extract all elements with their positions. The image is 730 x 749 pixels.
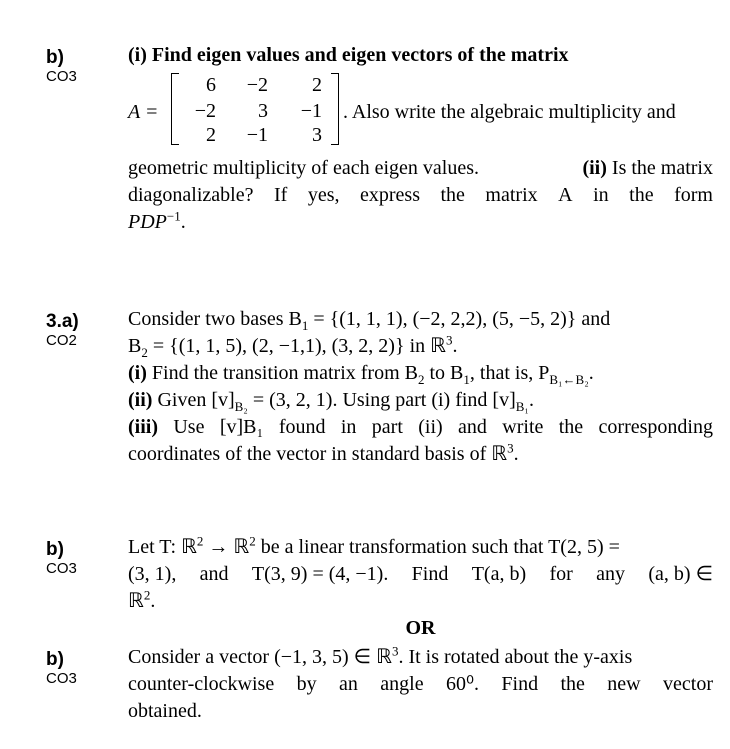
question-number: b) [46,649,64,670]
question-line [128,387,713,414]
word: diagonalizable? [128,184,254,206]
text-span: . [452,335,458,357]
question-label-b1 [46,48,77,86]
word: [v]B₁ [219,416,264,438]
word: Find [501,673,539,695]
text-span: . [528,389,534,411]
text-span: . [180,211,186,233]
word: any [596,563,626,585]
question-line [128,209,713,236]
word: form [674,184,713,206]
question-number: 3.a) [46,311,79,332]
matrix-cell: 6 [206,74,216,96]
superscript: 2 [249,533,256,549]
word: write [502,416,544,438]
matrix-cell: −1 [300,100,322,122]
matrix-cell: 3 [258,100,268,122]
word: corresponding [598,416,713,438]
subscript: B₁ [515,399,529,414]
word: counter-clockwise [128,673,275,695]
text-span: . [150,590,156,612]
text-span: to B [424,362,464,384]
word: T(3, 9) = (4, −1). [251,563,389,585]
text-span: , that is, P [469,362,550,384]
subscript: 1 [301,318,309,333]
question-line [128,441,713,468]
matrix-cell: 2 [312,74,322,96]
text-span: = {(1, 1, 5), (2, −1,1), (3, 2, 2)} in ℝ [147,335,446,357]
word: and [199,563,229,585]
word: the [560,673,585,695]
word: If [274,184,288,206]
word: by [296,673,317,695]
subscript: 2 [141,345,148,360]
text-span: Is the matrix [611,157,713,179]
word: part [371,416,403,438]
question-b1-text [128,42,713,236]
superscript: 3 [391,643,399,659]
word: in [340,416,357,438]
word: Use [173,416,205,438]
justified-line [128,182,713,209]
superscript: 2 [143,587,151,603]
matrix-right-bracket [331,73,339,145]
matrix-cell: 2 [206,124,216,146]
word: (iii) [128,416,158,438]
matrix-trailing-text: . Also write the algebraic multiplicity and [343,101,676,123]
text-span: Find the transition matrix from B [146,362,418,384]
course-outcome: CO2 [46,332,77,349]
subscript: B₂ [234,399,248,414]
word: yes, [307,184,340,206]
text-span: . [513,443,519,465]
subscript: 1 [463,372,470,387]
superscript: 3 [445,332,453,348]
justified-line [128,671,713,698]
matrix-cell: 3 [312,124,322,146]
text-span: geometric multiplicity of each eigen values. [128,157,479,179]
question-number: b) [46,47,64,68]
matrix-cell: −2 [246,74,268,96]
word: matrix [485,184,538,206]
question-number: b) [46,539,64,560]
word: angle [380,673,424,695]
question-3a-text [128,306,713,468]
word: and [458,416,487,438]
matrix-cell: −2 [194,100,216,122]
justified-line [128,414,713,441]
question-line [128,333,713,360]
question-line [128,588,713,615]
word: the [440,184,465,206]
matrix-line [128,69,713,155]
superscript: 3 [507,440,514,456]
word: express [360,184,420,206]
word: the [558,416,584,438]
word: (a, b) ∈ [648,563,713,585]
course-outcome: CO3 [46,68,77,85]
word: 60⁰. [445,673,479,695]
question-label-b2 [46,540,77,578]
text-span: . [588,362,594,384]
question-b3-text [128,644,713,725]
question-b2-text [128,534,713,642]
course-outcome: CO3 [46,670,77,687]
text-span: = (3, 2, 1). Using part (i) find [v] [247,389,516,411]
text-span: . It is rotated about the y-axis [398,646,633,668]
text-span: Given [v] [152,389,235,411]
part-label: (ii) [128,389,153,411]
matrix-cell: −1 [246,124,268,146]
word: A [558,184,573,206]
word: vector [663,673,713,695]
word: (ii) [418,416,443,438]
question-line: (i) Find eigen values and eigen vectors of the matrix [128,44,569,66]
question-line [128,360,713,387]
part-label: (ii) [582,157,607,179]
justified-line [128,561,713,588]
question-line [128,534,713,561]
question-label-b3 [46,650,77,688]
text-span: B [128,335,142,357]
course-outcome: CO3 [46,560,77,577]
word: new [607,673,641,695]
word: (3, 1), [128,563,177,585]
math-term: PDP [128,211,167,233]
question-line: obtained. [128,700,202,722]
text-span: Consider two bases B [128,308,302,330]
or-divider: OR [405,617,436,639]
text-span: → ℝ [203,536,250,558]
question-label-3a [46,312,79,350]
superscript: 2 [196,533,204,549]
subscript: B₁←B₂ [549,372,589,387]
question-line [128,306,713,333]
question-line [128,644,713,671]
word: an [338,673,358,695]
word: found [278,416,326,438]
text-span: Consider a vector (−1, 3, 5) ∈ ℝ [128,646,392,668]
superscript: −1 [166,208,181,224]
text-span: ℝ [128,590,144,612]
text-span: coordinates of the vector in standard basis of ℝ [128,443,508,465]
text-span: be a linear transformation such that T(2, 5) = [255,536,620,558]
word: the [629,184,654,206]
word: Find [411,563,449,585]
text-span: Let T: ℝ [128,536,197,558]
part-label: (i) [128,362,147,384]
question-line [128,155,713,182]
text-span: = {(1, 1, 1), (−2, 2,2), (5, −5, 2)} and [308,308,611,330]
word: for [549,563,573,585]
matrix-name: A = [128,101,159,123]
word: T(a, b) [471,563,527,585]
word: in [593,184,609,206]
subscript: 2 [417,372,425,387]
